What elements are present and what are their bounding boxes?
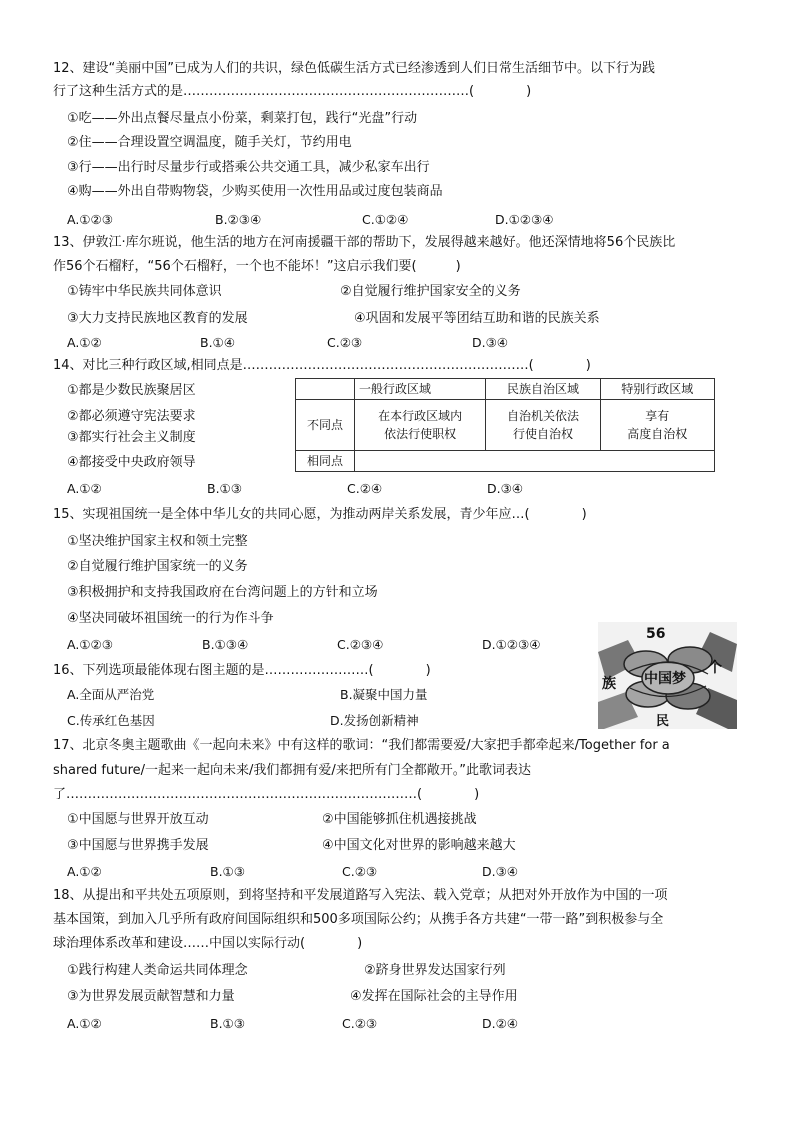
- q13-stem-line1: 13、伊敦江·库尔班说，他生活的地方在河南援疆干部的帮助下，发展得越来越好。他还深情地将56个民族比: [53, 235, 676, 250]
- q12-item-1: ①吃——外出点餐尽量点小份菜，剩菜打包，践行“光盘”行动: [67, 111, 418, 126]
- image-label-bottom: 民: [656, 714, 670, 729]
- q15-stem-line1: 15、实现祖国统一是全体中华儿女的共同心愿，为推动两岸关系发展，青少年应…( ): [53, 507, 587, 522]
- clasped-hands-icon: [598, 622, 737, 729]
- q18-item-3: ③为世界发展贡献智慧和力量: [67, 989, 235, 1004]
- q15-item-3: ③积极拥护和支持我国政府在台湾问题上的方针和立场: [67, 585, 378, 600]
- q17-item-2: ②中国能够抓住机遇接挑战: [322, 812, 477, 827]
- table-row-label-differences: 不同点: [296, 400, 355, 451]
- q14-option-a: A.①②: [67, 481, 102, 496]
- q16-option-c: C.传承红色基因: [67, 713, 155, 728]
- table-cell-text: 依法行使职权: [384, 426, 457, 441]
- q18-option-d: D.②④: [482, 1016, 519, 1031]
- q17-option-d: D.③④: [482, 864, 519, 879]
- q17-stem-line1: 17、北京冬奥主题歌曲《一起向未来》中有这样的歌词：“我们都需要爱/大家把手都牵起来/Together for a: [53, 738, 670, 753]
- q18-item-1: ①践行构建人类命运共同体理念: [67, 963, 248, 978]
- q14-option-d: D.③④: [487, 481, 524, 496]
- q18-stem-line1: 18、从提出和平共处五项原则，到将坚持和平发展道路写入宪法、载入党章；从把对外开放作为中国的一项: [53, 888, 668, 903]
- q16-option-b: B.凝聚中国力量: [340, 687, 428, 702]
- table-cell-text: 高度自治权: [627, 426, 688, 441]
- q14-item-3: ③都实行社会主义制度: [67, 430, 196, 445]
- q18-stem-line3: 球治理体系改革和建设……中国以实际行动( ): [53, 936, 363, 951]
- q16-option-d: D.发扬创新精神: [330, 713, 419, 728]
- image-label-left: 族: [602, 676, 616, 692]
- table-header-special: 特别行政区域: [600, 379, 714, 400]
- q18-option-a: A.①②: [67, 1016, 102, 1031]
- q12-option-a: A.①②③: [67, 212, 113, 227]
- q14-item-4: ④都接受中央政府领导: [67, 455, 196, 470]
- table-row-label-similarities: 相同点: [296, 450, 355, 471]
- q12-item-3: ③行——出行时尽量步行或搭乘公共交通工具，减少私家车出行: [67, 160, 430, 175]
- table-cell-text: 自治机关依法: [506, 408, 579, 423]
- q12-option-d: D.①②③④: [495, 212, 554, 227]
- q12-item-4: ④购——外出自带购物袋，少购买使用一次性用品或过度包装商品: [67, 184, 443, 199]
- table-cell-special: [600, 400, 714, 451]
- q18-option-b: B.①③: [210, 1016, 245, 1031]
- q16-option-a: A.全面从严治党: [67, 687, 155, 702]
- q17-option-c: C.②③: [342, 864, 378, 879]
- q13-option-a: A.①②: [67, 335, 102, 350]
- q16-stem-line1: 16、下列选项最能体现右图主题的是……………………( ): [53, 663, 431, 678]
- table-cell-general: [355, 400, 486, 451]
- q15-option-b: B.①③④: [202, 637, 249, 652]
- q18-option-c: C.②③: [342, 1016, 378, 1031]
- image-label-right: 个: [708, 660, 722, 676]
- q18-stem-line2: 基本国策，到加入几乎所有政府间国际组织和500多项国际公约；从携手各方共建“一带一路”到积极参与全: [53, 912, 664, 927]
- q13-item-1: ①铸牢中华民族共同体意识: [67, 284, 222, 299]
- image-label-center: 中国梦: [644, 671, 686, 687]
- q13-option-c: C.②③: [327, 335, 363, 350]
- q12-stem-line2: 行了这种生活方式的是…………………………………………………………( ): [53, 84, 532, 99]
- q14-option-c: C.②④: [347, 481, 383, 496]
- q14-item-1: ①都是少数民族聚居区: [67, 383, 196, 398]
- q17-item-3: ③中国愿与世界携手发展: [67, 838, 209, 853]
- q15-option-c: C.②③④: [337, 637, 384, 652]
- q12-option-c: C.①②④: [362, 212, 409, 227]
- q17-stem-line2: shared future/一起来一起向未来/我们都拥有爱/来把所有门全都敞开。”此歌词表达: [53, 763, 532, 778]
- q15-item-1: ①坚决维护国家主权和领土完整: [67, 534, 248, 549]
- q12-item-2: ②住——合理设置空调温度，随手关灯，节约用电: [67, 135, 352, 150]
- q18-item-4: ④发挥在国际社会的主导作用: [350, 989, 518, 1004]
- table-header-general: 一般行政区域: [355, 379, 486, 400]
- hands-unity-illustration: [598, 622, 737, 729]
- q13-option-b: B.①④: [200, 335, 235, 350]
- table-cell-ethnic: [486, 400, 600, 451]
- q17-item-1: ①中国愿与世界开放互动: [67, 812, 209, 827]
- table-corner-cell: [296, 379, 355, 400]
- q14-item-2: ②都必须遵守宪法要求: [67, 409, 196, 424]
- q15-option-d: D.①②③④: [482, 637, 541, 652]
- q15-item-4: ④坚决同破坏祖国统一的行为作斗争: [67, 611, 274, 626]
- q18-item-2: ②跻身世界发达国家行列: [364, 963, 506, 978]
- table-cell-text: 行使自治权: [512, 426, 573, 441]
- q13-stem-line2: 作56个石榴籽，“56个石榴籽，一个也不能坏！”这启示我们要( ): [53, 259, 461, 274]
- image-label-56: 56: [646, 626, 666, 642]
- q17-option-b: B.①③: [210, 864, 245, 879]
- q15-item-2: ②自觉履行维护国家统一的义务: [67, 559, 248, 574]
- q13-item-3: ③大力支持民族地区教育的发展: [67, 311, 248, 326]
- q13-item-4: ④巩固和发展平等团结互助和谐的民族关系: [354, 311, 600, 326]
- q14-stem-line1: 14、对比三种行政区域,相同点是…………………………………………………………( ): [53, 358, 591, 373]
- q13-item-2: ②自觉履行维护国家安全的义务: [340, 284, 521, 299]
- q14-comparison-table: [295, 378, 715, 472]
- q13-option-d: D.③④: [472, 335, 509, 350]
- table-cell-text: 享有: [645, 408, 670, 423]
- table-cell-text: 在本行政区域内: [378, 408, 463, 423]
- q12-option-b: B.②③④: [215, 212, 262, 227]
- q17-option-a: A.①②: [67, 864, 102, 879]
- q12-stem-line1: 12、建设“美丽中国”已成为人们的共识，绿色低碳生活方式已经渗透到人们日常生活细节中。以下行为践: [53, 61, 656, 76]
- table-cell-similarities: [355, 450, 715, 471]
- table-header-ethnic: 民族自治区域: [486, 379, 600, 400]
- q14-option-b: B.①③: [207, 481, 242, 496]
- q17-stem-line3: 了………………………………………………………………………( ): [53, 787, 480, 802]
- q17-item-4: ④中国文化对世界的影响越来越大: [322, 838, 516, 853]
- q15-option-a: A.①②③: [67, 637, 113, 652]
